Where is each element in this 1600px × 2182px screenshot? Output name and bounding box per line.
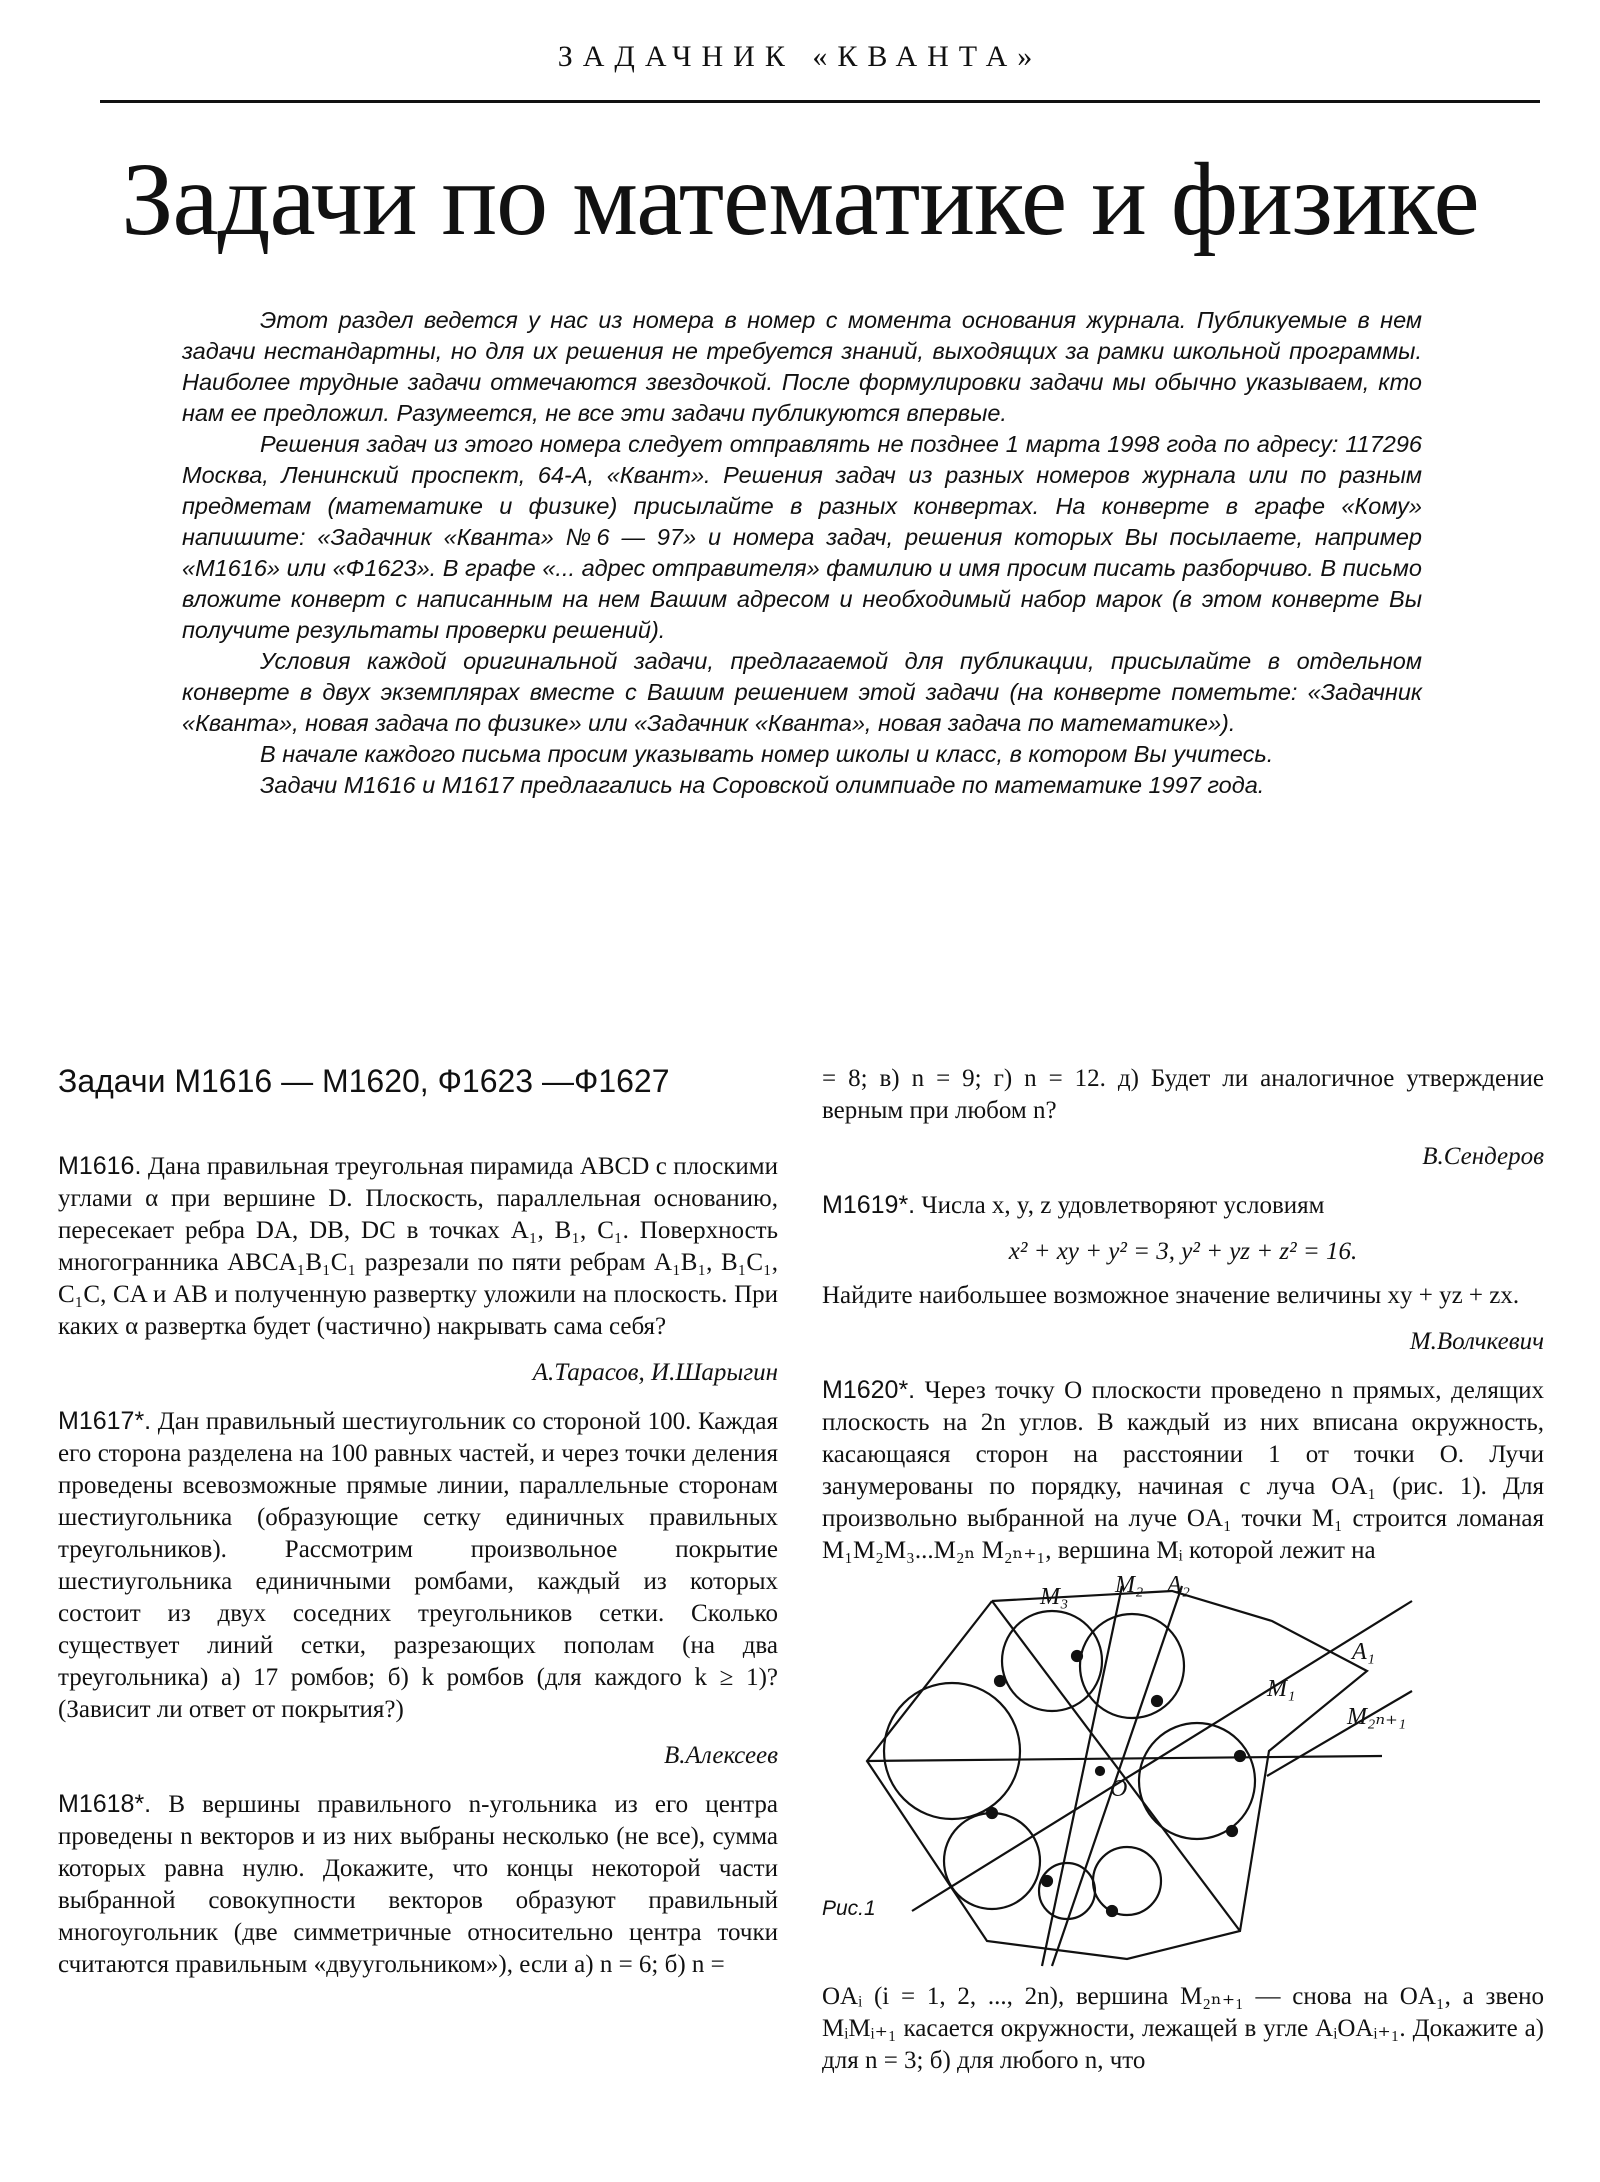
problem-m1619 — [822, 1189, 1544, 1222]
problem-id: М1617*. — [58, 1407, 152, 1435]
inscribed-circle — [884, 1683, 1020, 1819]
label-a2: A₂ — [1167, 1572, 1191, 1598]
intro-block — [182, 305, 1422, 801]
problem-text: Числа x, y, z удовлетворяют условиям — [921, 1192, 1325, 1219]
problem-m1618 — [58, 1788, 778, 1981]
section-heading: Задачи М1616 — М1620, Ф1623 —Ф1627 — [58, 1063, 670, 1099]
left-column — [58, 1150, 778, 1995]
running-head: ЗАДАЧНИК «КВАНТА» — [557, 40, 1043, 73]
problem-id: М1620*. — [822, 1376, 916, 1404]
problem-m1616 — [58, 1150, 778, 1343]
formula: x² + xy + y² = 3, y² + yz + z² = 16. — [1008, 1238, 1358, 1265]
intro-paragraph: Условия каждой оригинальной задачи, предлагаемой для публикации, присылайте в отдельном конверте в двух экземплярах вместе с Вашим решением этой задачи (на конверте пометьте: «Задачник «Кванта», новая задача по физике» или «Задачник «Кванта», новая задача по математике»). — [182, 648, 1422, 736]
label-m1: M₁ — [1267, 1676, 1296, 1702]
figure-1 — [822, 1572, 1544, 1971]
problem-author: В.Сендеров — [1422, 1143, 1544, 1170]
label-a1: A₁ — [1352, 1639, 1376, 1665]
header-rule — [100, 100, 1540, 103]
problem-author: В.Алексеев — [664, 1742, 778, 1769]
intro-paragraph: В начале каждого письма просим указывать номер школы и класс, в котором Вы учитесь. — [260, 741, 1274, 767]
problem-text: Дана правильная треугольная пирамида ABCD с плоскими углами α при вершине D. Плоскость, параллельная основанию, пересекает ребра DA, DB, DC в точках A₁, B₁, C₁. Поверхность многогранника ABCA₁B₁C₁ разрезали по пяти ребрам A₁B₁, B₁C₁, C₁C, CA и AB и полученную развертку уложили на плоскость. При каких α развертка будет (частично) накрывать сама себя? — [58, 1153, 779, 1340]
label-m2n1: M₂ₙ₊₁ — [1347, 1704, 1407, 1730]
right-column — [822, 1063, 1544, 2091]
inscribed-circle — [1080, 1614, 1184, 1718]
point — [1152, 1696, 1162, 1706]
problem-id: М1618*. — [58, 1790, 152, 1818]
page-title: Задачи по математике и физике — [121, 142, 1479, 257]
problem-m1620-continuation: OAᵢ (i = 1, 2, ..., 2n), вершина M₂ₙ₊₁ — снова на OA₁, а звено MᵢMᵢ₊₁ касается окружности, лежащей в угле AᵢOAᵢ₊₁. Докажите а) для n = 3; б) для любого n, что — [822, 1983, 1544, 2074]
label-m2: M₂ — [1115, 1572, 1144, 1598]
inscribed-circle — [1139, 1723, 1255, 1839]
point — [1227, 1826, 1237, 1836]
problem-m1618-continuation: = 8; в) n = 9; г) n = 12. д) Будет ли аналогичное утверждение верным при любом n? — [822, 1065, 1544, 1124]
problem-id: М1616. — [58, 1152, 142, 1180]
problem-text-2: Найдите наибольшее возможное значение величины xy + yz + zx. — [822, 1282, 1520, 1309]
figure-caption: Рис.1 — [822, 1897, 876, 1920]
intro-paragraph: Задачи М1616 и М1617 предлагались на Соровской олимпиаде по математике 1997 года. — [260, 772, 1265, 798]
point — [1107, 1906, 1117, 1916]
ray-line — [992, 1601, 1240, 1931]
point — [987, 1808, 997, 1818]
problem-text: Дан правильный шестиугольник со стороной 100. Каждая его сторона разделена на 100 равных частей, и через точки деления проведены всевозможные прямые линии, параллельные сторонам шестиугольника (образующие сетку единичных правильных треугольников). Рассмотрим произвольное покрытие шестиугольника единичными ромбами, каждый из которых состоит из двух соседних треугольников сетки. Сколько существует линий сетки, разрезающих пополам (на два треугольника) а) 17 ромбов; б) k ромбов (для каждого k ≥ 1)? (Зависит ли ответ от покрытия?) — [58, 1408, 778, 1723]
label-o: O — [1110, 1776, 1128, 1802]
inscribed-circle — [1093, 1847, 1161, 1915]
problem-m1620 — [822, 1374, 1544, 1567]
problem-m1617 — [58, 1405, 778, 1726]
point — [1096, 1767, 1104, 1775]
point — [1235, 1751, 1245, 1761]
problem-author: М.Волчкевич — [1409, 1328, 1544, 1355]
inscribed-circle — [1039, 1863, 1095, 1919]
problem-id: М1619*. — [822, 1191, 916, 1219]
point — [1042, 1876, 1052, 1886]
intro-paragraph: Этот раздел ведется у нас из номера в номер с момента основания журнала. Публикуемые в нем задачи нестандартны, но для их решения не требуется знаний, выходящих за рамки школьной программы. Наиболее трудные задачи отмечаются звездочкой. После формулировки задачи мы обычно указываем, кто нам ее предложил. Разумеется, не все эти задачи публикуются впервые. — [182, 307, 1422, 426]
problem-author: А.Тарасов, И.Шарыгин — [532, 1359, 778, 1386]
point — [995, 1676, 1005, 1686]
intro-paragraph: Решения задач из этого номера следует отправлять не позднее 1 марта 1998 года по адресу: 117296 Москва, Ленинский проспект, 64-А, «Квант». Решения задач из разных номеров журнала или по разным предметам (математике и физике) присылайте в разных конвертах. На конверте в графе «Кому» напишите: «Задачник «Кванта» №6 — 97» и номера задач, решения которых Вы посылаете, например «М1616» или «Ф1623». В графе «... адрес отправителя» фамилию и имя просим писать разборчиво. В письмо вложите конверт с написанным на нем Вашим адресом и необходимый набор марок (в этом конверте Вы получите результаты проверки решений). — [182, 431, 1422, 643]
figure-diagram — [822, 1581, 1544, 1971]
inscribed-circle — [1002, 1611, 1102, 1711]
point — [1072, 1651, 1082, 1661]
problem-text: Через точку O плоскости проведено n прямых, делящих плоскость на 2n углов. В каждый из них вписана окружность, касающаяся сторон на расстоянии 1 от точки O. Лучи занумерованы по порядку, начиная с луча OA₁ (рис. 1). Для произвольно выбранной на луче OA₁ точки M₁ строится ломаная M₁M₂M₃...M₂ₙ M₂ₙ₊₁, вершина Mᵢ которой лежит на — [822, 1377, 1544, 1564]
problem-text: В вершины правильного n-угольника из его центра проведены n векторов и из них выбраны несколько (не все), сумма которых равна нулю. Докажите, что концы некоторой части выбранной совокупности векторов образуют правильный многоугольник (две симметричные относительно центра точки считаются правильным «двуугольником»), если а) n = 6; б) n = — [58, 1791, 778, 1978]
label-m3: M₃ — [1040, 1584, 1069, 1610]
